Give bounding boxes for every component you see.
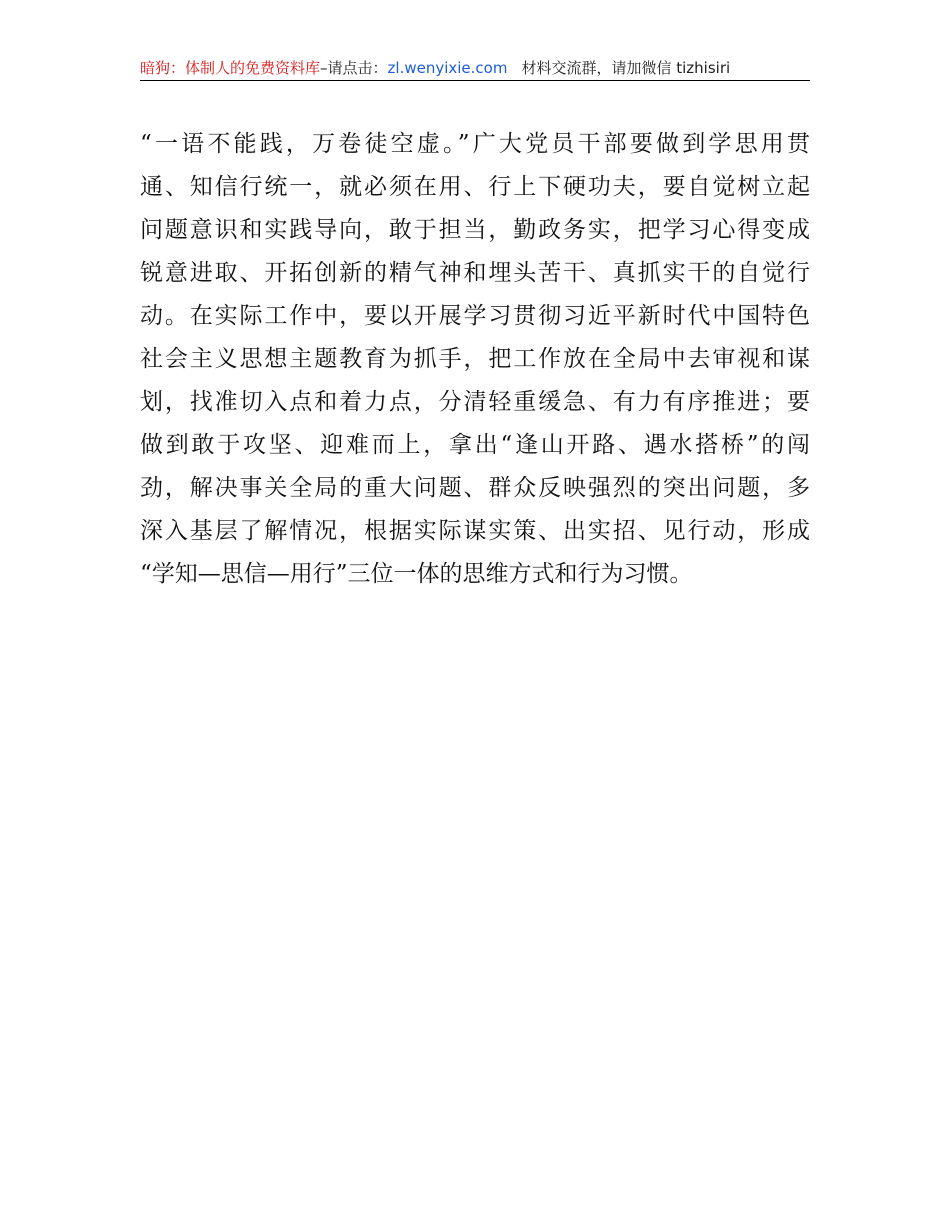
header-link[interactable]: zl.wenyixie.com bbox=[387, 59, 508, 77]
body-line: 通、知信行统一，就必须在用、行上下硬功夫，要自觉树立起 bbox=[140, 174, 810, 200]
body-line: 做到敢于攻坚、迎难而上，拿出“逢山开路、遇水搭桥”的闯 bbox=[140, 432, 810, 458]
header-divider bbox=[140, 80, 810, 81]
header-group-info: 材料交流群，请加微信 tizhisiri bbox=[521, 59, 731, 77]
document-body bbox=[140, 123, 810, 593]
body-line: 划，找准切入点和着力点，分清轻重缓急、有力有序推进；要 bbox=[140, 389, 810, 415]
body-line: 劲，解决事关全局的重大问题、群众反映强烈的突出问题，多 bbox=[140, 475, 810, 501]
body-line: 锐意进取、开拓创新的精气神和埋头苦干、真抓实干的自觉行 bbox=[140, 260, 810, 286]
body-line: “一语不能践，万卷徒空虚。”广大党员干部要做到学思用贯 bbox=[140, 131, 810, 157]
body-line-last: “学知—思信—用行”三位一体的思维方式和行为习惯。 bbox=[140, 561, 693, 587]
header-prompt: –请点击： bbox=[320, 59, 388, 77]
page-header bbox=[140, 57, 810, 81]
body-line: 问题意识和实践导向，敢于担当，勤政务实，把学习心得变成 bbox=[140, 217, 810, 243]
body-line: 社会主义思想主题教育为抓手，把工作放在全局中去审视和谋 bbox=[140, 346, 810, 372]
header-brand: 暗狗：体制人的免费资料库 bbox=[140, 59, 321, 77]
body-line: 深入基层了解情况，根据实际谋实策、出实招、见行动，形成 bbox=[140, 518, 810, 544]
body-line: 动。在实际工作中，要以开展学习贯彻习近平新时代中国特色 bbox=[140, 303, 810, 329]
